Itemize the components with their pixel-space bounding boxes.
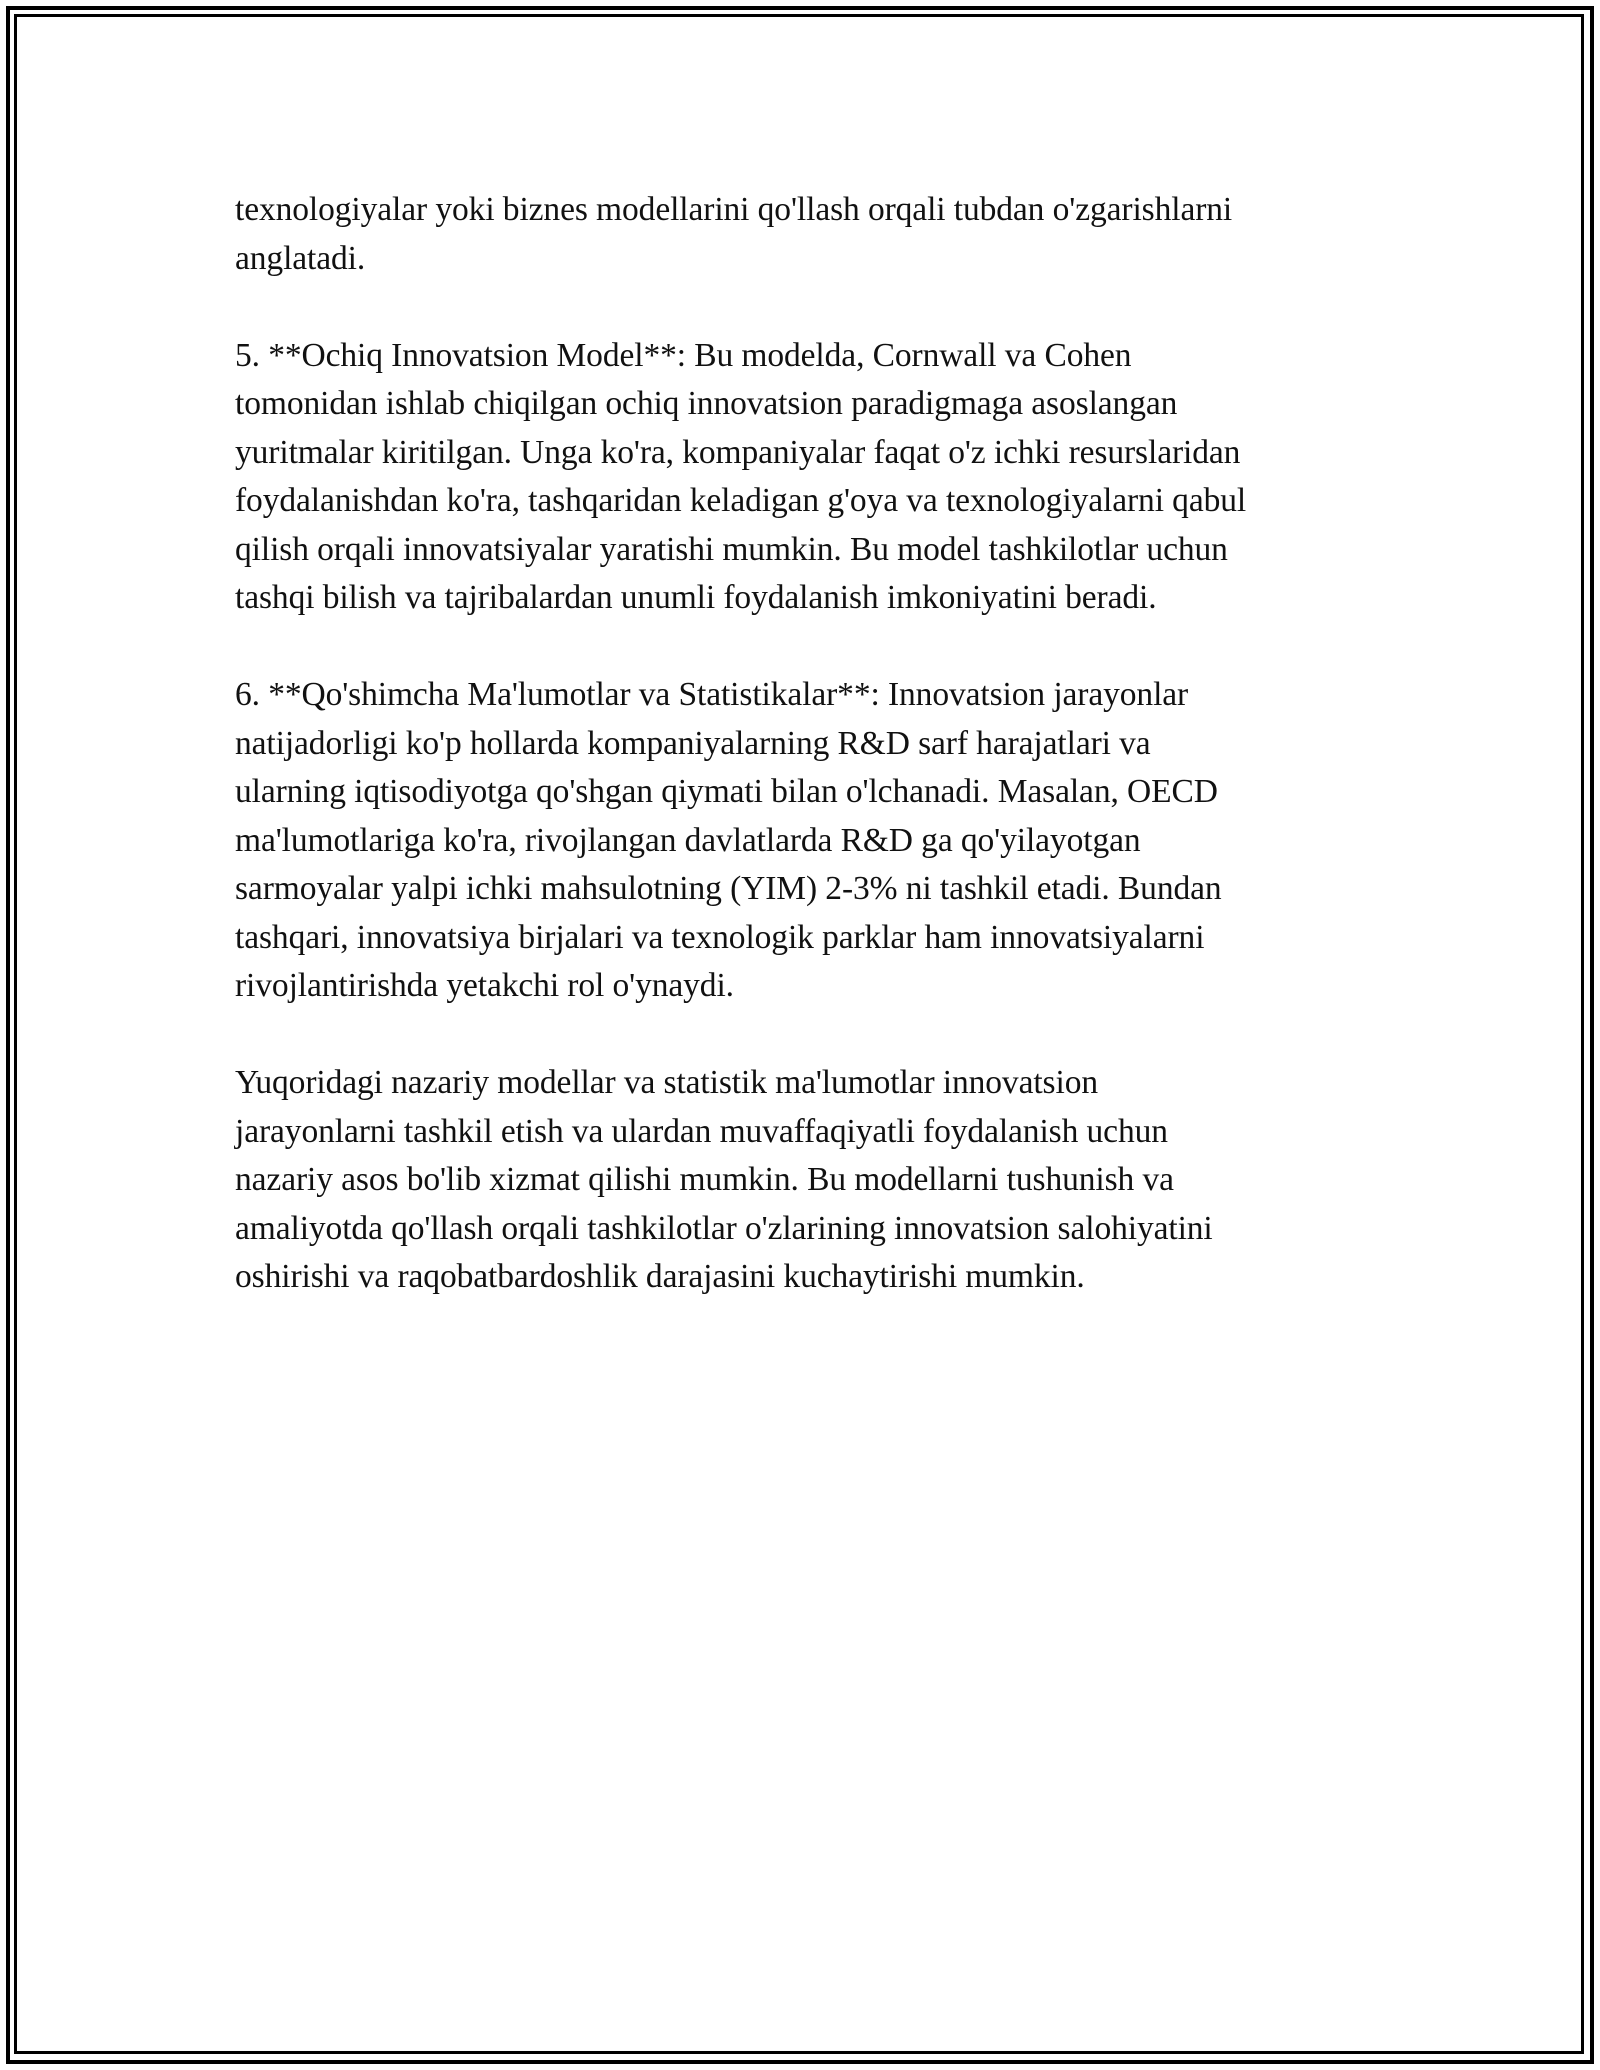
text-line: ma'lumotlariga ko'ra, rivojlangan davlatlarda R&D ga qo'yilayotgan — [235, 821, 1141, 859]
text-line: natijadorligi ko'p hollarda kompaniyalarning R&D sarf harajatlari va — [235, 724, 1151, 762]
text-line: oshirishi va raqobatbardoshlik darajasini kuchaytirishi mumkin. — [235, 1258, 1085, 1295]
text-line: 5. **Ochiq Innovatsion Model**: Bu modelda, Cornwall va Cohen — [235, 336, 1132, 374]
document-body — [235, 186, 1365, 1350]
text-line: 6. **Qo'shimcha Ma'lumotlar va Statistikalar**: Innovatsion jarayonlar — [235, 676, 1189, 713]
text-line: yuritmalar kiritilgan. Unga ko'ra, kompaniyalar faqat o'z ichki resurslaridan — [235, 433, 1241, 471]
paragraph-conclusion — [235, 1059, 1365, 1302]
text-line: qilish orqali innovatsiyalar yaratishi mumkin. Bu model tashkilotlar uchun — [235, 530, 1228, 568]
paragraph-additional-statistics — [235, 671, 1365, 1011]
text-line: rivojlantirishda yetakchi rol o'ynaydi. — [235, 967, 734, 1004]
text-line: sarmoyalar yalpi ichki mahsulotning (YIM) 2-3% ni tashkil etadi. Bundan — [235, 870, 1222, 907]
text-line: foydalanishdan ko'ra, tashqaridan keladigan g'oya va texnologiyalarni qabul — [235, 482, 1247, 519]
paragraph-intro-continuation — [235, 186, 1365, 283]
text-line: ularning iqtisodiyotga qo'shgan qiymati bilan o'lchanadi. Masalan, OECD — [235, 773, 1218, 810]
text-line: amaliyotda qo'llash orqali tashkilotlar o'zlarining innovatsion salohiyatini — [235, 1209, 1213, 1247]
text-line: tashqi bilish va tajribalardan unumli foydalanish imkoniyatini beradi. — [235, 579, 1157, 616]
text-line: nazariy asos bo'lib xizmat qilishi mumkin. Bu modellarni tushunish va — [235, 1161, 1174, 1198]
text-line: anglatadi. — [235, 239, 366, 277]
paragraph-open-innovation-model — [235, 332, 1365, 623]
text-line: texnologiyalar yoki biznes modellarini qo'llash orqali tubdan o'zgarishlarni — [235, 191, 1233, 228]
text-line: tashqari, innovatsiya birjalari va texnologik parklar ham innovatsiyalarni — [235, 918, 1205, 956]
text-line: Yuqoridagi nazariy modellar va statistik ma'lumotlar innovatsion — [235, 1064, 1098, 1101]
text-line: jarayonlarni tashkil etish va ulardan muvaffaqiyatli foydalanish uchun — [235, 1112, 1168, 1150]
text-line: tomonidan ishlab chiqilgan ochiq innovatsion paradigmaga asoslangan — [235, 385, 1178, 422]
